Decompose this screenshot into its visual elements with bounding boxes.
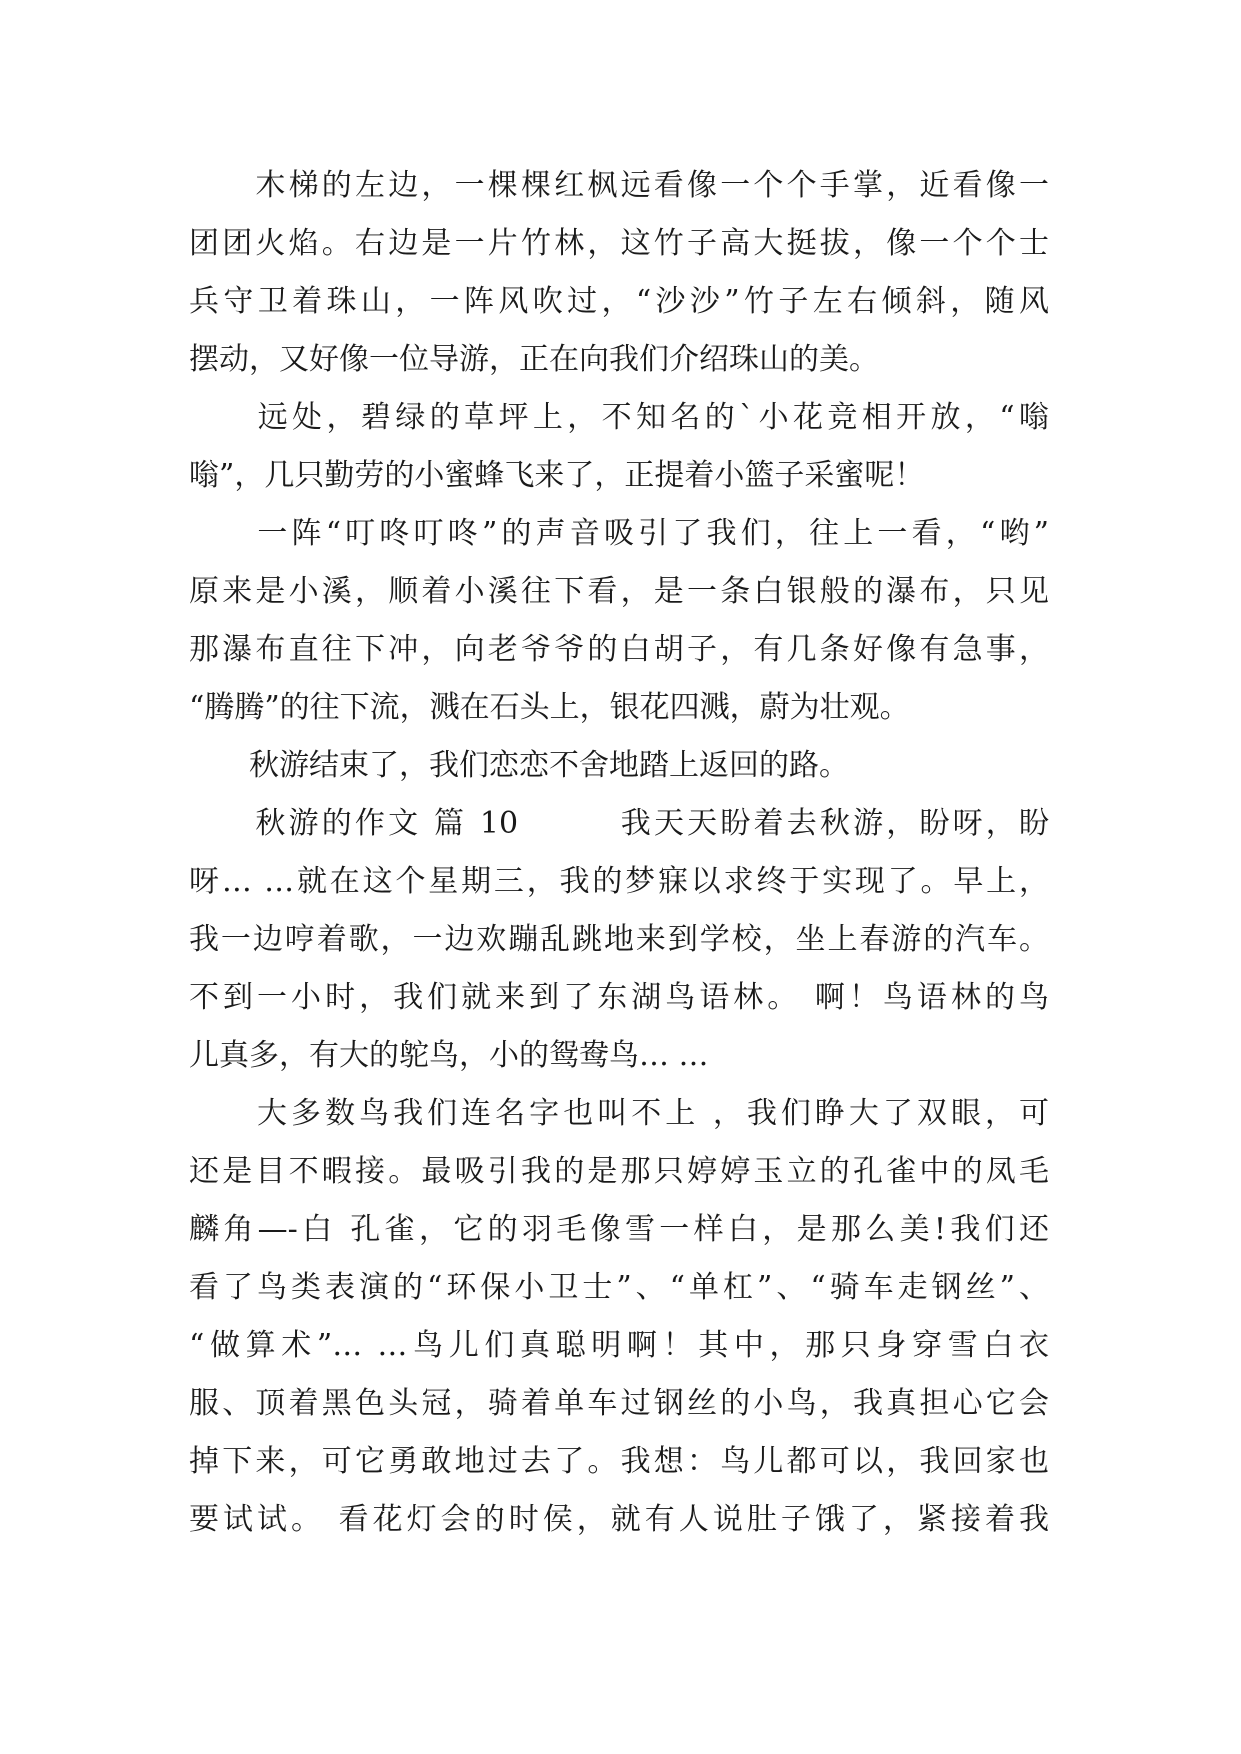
text-line: 掉下来，可它勇敢地过去了。我想：鸟儿都可以，我回家也 bbox=[189, 1444, 1049, 1479]
text-line: 兵守卫着珠山，一阵风吹过，“沙沙”竹子左右倾斜，随风 bbox=[189, 284, 1049, 319]
essay-text bbox=[189, 157, 1049, 1549]
text-line: 摆动，又好像一位导游，正在向我们介绍珠山的美。 bbox=[189, 342, 879, 377]
text-line: 大多数鸟我们连名字也叫不上 ，我们睁大了双眼，可 bbox=[189, 1096, 1049, 1131]
text-line: 呀… …就在这个星期三，我的梦寐以求终于实现了。早上， bbox=[189, 864, 1049, 899]
text-line: 秋游结束了，我们恋恋不舍地踏上返回的路。 bbox=[189, 748, 849, 783]
text-line: “做算术”… …鸟儿们真聪明啊！其中，那只身穿雪白衣 bbox=[189, 1328, 1049, 1363]
text-line: 木梯的左边，一棵棵红枫远看像一个个手掌，近看像一 bbox=[189, 168, 1049, 203]
text-line: 原来是小溪，顺着小溪往下看，是一条白银般的瀑布，只见 bbox=[189, 574, 1049, 609]
text-line: 麟角—-白 孔雀，它的羽毛像雪一样白，是那么美!我们还 bbox=[189, 1212, 1049, 1247]
text-line: 看了鸟类表演的“环保小卫士”、“单杠”、“骑车走钢丝”、 bbox=[189, 1270, 1049, 1305]
text-line: “腾腾”的往下流，溅在石头上，银花四溅，蔚为壮观。 bbox=[189, 690, 910, 725]
text-line: 团团火焰。右边是一片竹林，这竹子高大挺拔，像一个个士 bbox=[189, 226, 1049, 261]
text-line: 儿真多，有大的鸵鸟，小的鸳鸯鸟… … bbox=[189, 1038, 709, 1073]
text-line: 不到一小时，我们就来到了东湖鸟语林。 啊！鸟语林的鸟 bbox=[189, 980, 1049, 1015]
text-line: 一阵“叮咚叮咚”的声音吸引了我们，往上一看，“哟” bbox=[189, 516, 1049, 551]
section-heading-line: 秋游的作文 篇 10 我天天盼着去秋游，盼呀，盼 bbox=[189, 806, 1049, 841]
text-line: 要试试。 看花灯会的时侯，就有人说肚子饿了，紧接着我 bbox=[189, 1502, 1049, 1537]
text-line: 那瀑布直往下冲，向老爷爷的白胡子，有几条好像有急事， bbox=[189, 632, 1049, 667]
text-line: 还是目不暇接。最吸引我的是那只婷婷玉立的孔雀中的凤毛 bbox=[189, 1154, 1049, 1189]
text-line: 远处，碧绿的草坪上，不知名的`小花竞相开放，“嗡 bbox=[189, 400, 1049, 435]
text-line: 服、顶着黑色头冠，骑着单车过钢丝的小鸟，我真担心它会 bbox=[189, 1386, 1049, 1421]
text-line: 嗡”，几只勤劳的小蜜蜂飞来了，正提着小篮子采蜜呢！ bbox=[189, 458, 925, 493]
text-line: 我一边哼着歌，一边欢蹦乱跳地来到学校，坐上春游的汽车。 bbox=[189, 922, 1049, 957]
